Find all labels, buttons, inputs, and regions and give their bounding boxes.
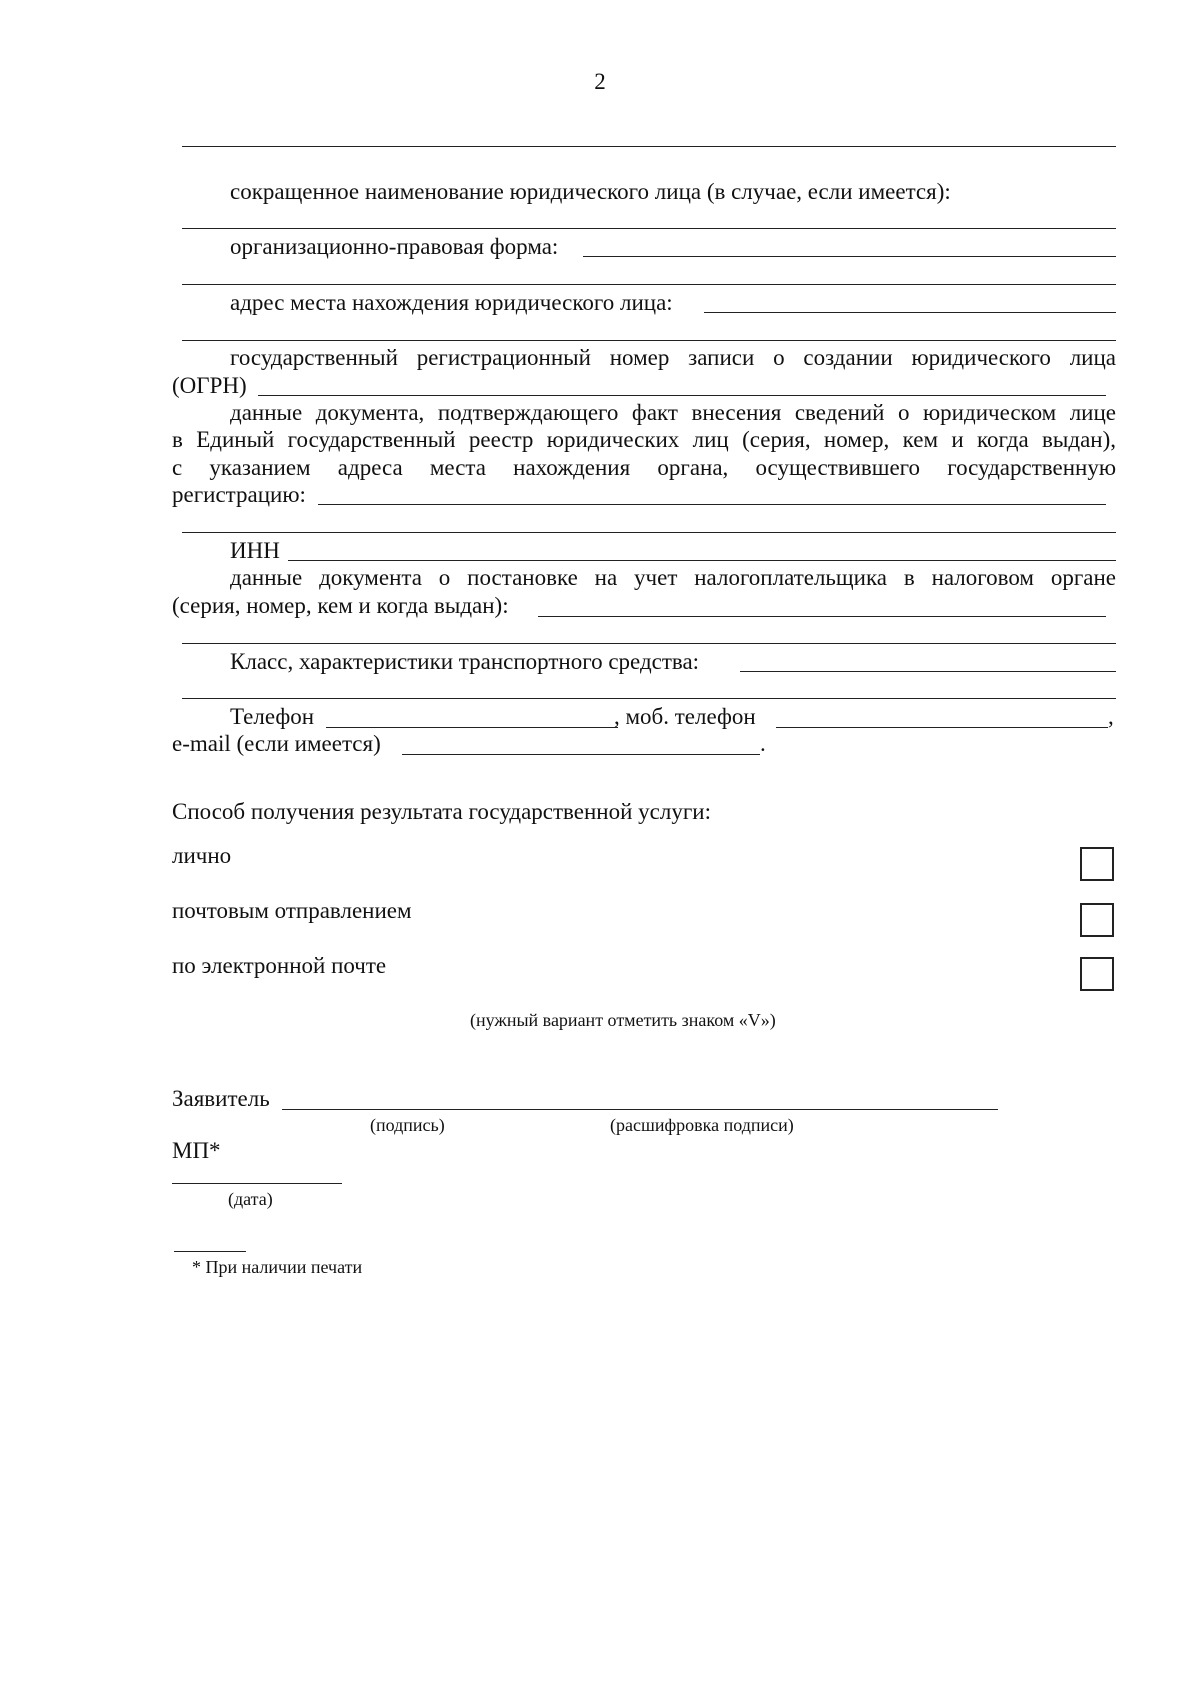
ogrn-label-line1: государственный регистрационный номер записи о создании юридического лица xyxy=(230,345,1116,370)
applicant-label: Заявитель xyxy=(172,1086,270,1111)
egrul-label-line1: данные документа, подтверждающего факт внесения сведений о юридическом лице xyxy=(230,400,1116,425)
decode-caption: (расшифровка подписи) xyxy=(610,1115,794,1135)
delivery-checkbox-email[interactable] xyxy=(1080,957,1114,991)
delivery-checkbox-post[interactable] xyxy=(1080,903,1114,937)
egrul-label-line2: в Единый государственный реестр юридических лиц (серия, номер, кем и когда выдан), xyxy=(172,427,1116,452)
inn-label: ИНН xyxy=(230,538,280,563)
vehicle-field-continuation[interactable] xyxy=(182,698,1116,699)
delivery-option-label: по электронной почте xyxy=(172,953,387,978)
comma: , xyxy=(1108,704,1114,729)
tax-label-line1: данные документа о постановке на учет налогоплательщика в налоговом органе xyxy=(230,565,1116,590)
egrul-field[interactable] xyxy=(318,504,1106,505)
delivery-option-label: почтовым отправлением xyxy=(172,898,412,923)
date-field[interactable] xyxy=(172,1183,342,1184)
email-label: e-mail (если имеется) xyxy=(172,731,381,756)
egrul-field-continuation[interactable] xyxy=(182,532,1116,533)
tax-field[interactable] xyxy=(538,616,1106,617)
org-form-field-continuation[interactable] xyxy=(182,284,1116,285)
delivery-checkbox-in-person[interactable] xyxy=(1080,847,1114,881)
short-name-field[interactable] xyxy=(182,228,1116,229)
org-form-label: организационно-правовая форма: xyxy=(230,234,559,259)
egrul-label-line4: регистрацию: xyxy=(172,482,306,507)
vehicle-field[interactable] xyxy=(740,671,1116,672)
org-form-field[interactable] xyxy=(583,256,1116,257)
mobile-field[interactable] xyxy=(776,727,1108,728)
stamp-label: МП* xyxy=(172,1138,221,1163)
delivery-heading: Способ получения результата государственной услуги: xyxy=(172,799,711,824)
tax-label-line2: (серия, номер, кем и когда выдан): xyxy=(172,593,509,618)
date-caption: (дата) xyxy=(228,1189,273,1209)
page-number: 2 xyxy=(594,69,606,94)
address-field[interactable] xyxy=(704,312,1116,313)
tax-field-continuation[interactable] xyxy=(182,643,1116,644)
vehicle-label: Класс, характеристики транспортного средства: xyxy=(230,649,700,674)
mobile-label: , моб. телефон xyxy=(614,704,756,729)
address-field-continuation[interactable] xyxy=(182,340,1116,341)
period: . xyxy=(760,731,766,756)
signature-field[interactable] xyxy=(282,1109,998,1110)
ogrn-field[interactable] xyxy=(258,395,1106,396)
short-name-label: сокращенное наименование юридического лица (в случае, если имеется): xyxy=(230,179,951,204)
email-field[interactable] xyxy=(402,754,760,755)
footnote: * При наличии печати xyxy=(192,1257,363,1277)
egrul-label-line3: с указанием адреса места нахождения органа, осуществившего государственную xyxy=(172,455,1116,480)
phone-field[interactable] xyxy=(326,727,618,728)
inn-field[interactable] xyxy=(288,560,1116,561)
address-label: адрес места нахождения юридического лица: xyxy=(230,290,673,315)
ogrn-label-line2: (ОГРН) xyxy=(172,373,247,398)
delivery-option-label: лично xyxy=(172,843,232,868)
phone-label: Телефон xyxy=(230,704,315,729)
footnote-separator xyxy=(174,1251,246,1252)
field-line[interactable] xyxy=(182,146,1116,147)
sign-caption: (подпись) xyxy=(370,1115,445,1135)
delivery-note: (нужный вариант отметить знаком «V») xyxy=(470,1010,776,1030)
